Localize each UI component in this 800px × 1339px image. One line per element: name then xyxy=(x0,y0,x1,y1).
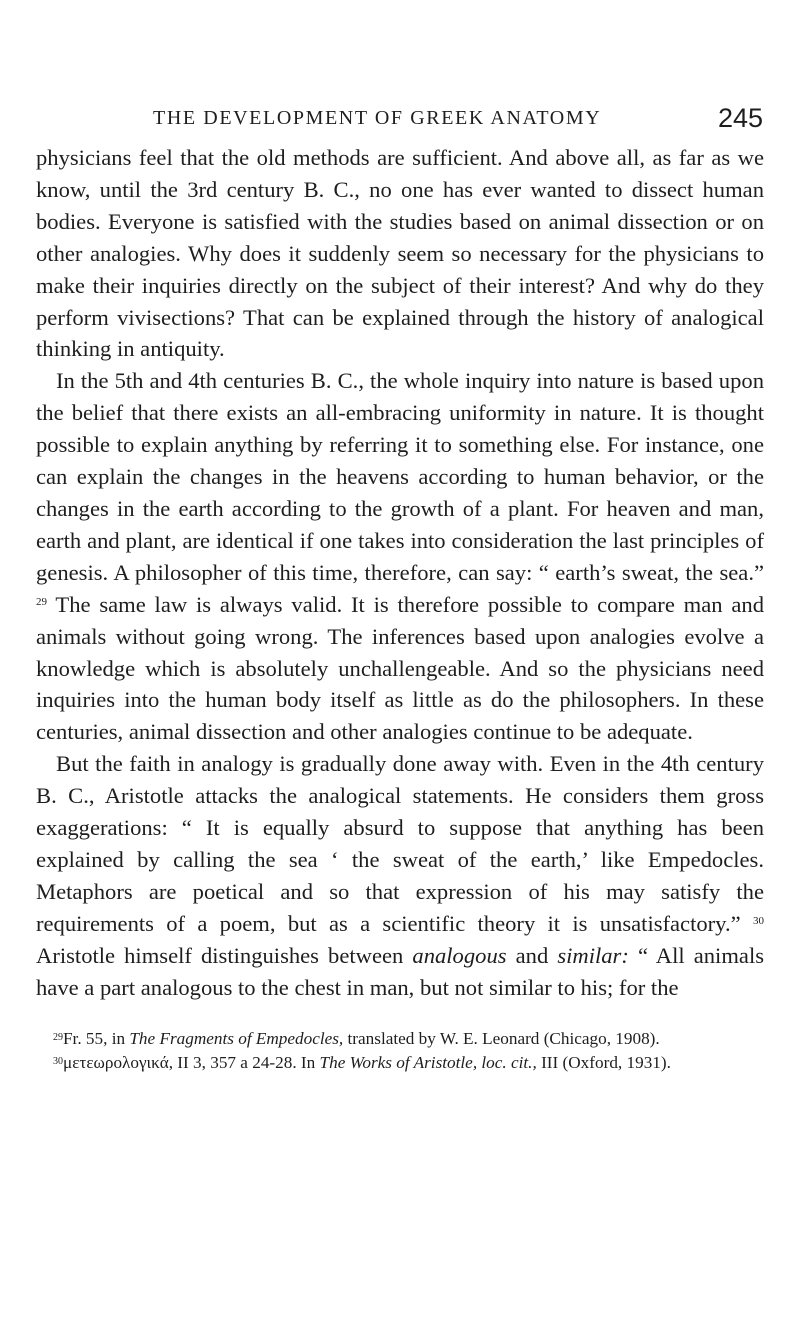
running-header xyxy=(0,103,800,139)
footnote-title: The Works of Aristotle, loc. cit., xyxy=(319,1052,537,1072)
footnote-greek: μετεωρολογικά, xyxy=(63,1052,173,1072)
footnote-text: Fr. 55, in xyxy=(63,1029,130,1048)
paragraph-text: The same law is always valid. It is therefore possible to compare man and animals without going wrong. The inferences based upon analogies evolve a knowledge which is absolutely unchallengeable. And so the physicians need inquiries into the human body itself as little as do the philosophers. In these centuries, animal dissection and other analogies continue to be adequate. xyxy=(36,591,764,745)
paragraph-text: In the 5th and 4th centuries B. C., the whole inquiry into nature is based upon the belief that there exists an all-embracing uniformity in nature. It is thought possible to explain anything by referring it to something else. For instance, one can explain the changes in the heavens according to human behavior, or the changes in the earth according to the growth of a plant. For heaven and man, earth and plant, are identical if one takes into consideration the last principles of genesis. A philosopher of this time, therefore, can say: “ earth’s sweat, the sea.” xyxy=(36,368,764,585)
footnote-number: 29 xyxy=(53,1032,63,1043)
page-number: 245 xyxy=(718,103,764,133)
paragraph-text: But the faith in analogy is gradually done away with. Even in the 4th century B. C., Aristotle attacks the analogical statements. He considers them gross exaggerations: “ It is equally absurd to suppose that anything has been explained by calling the sea ‘ the sweat of the earth,’ like Empedocles. Metaphors are poetical and so that expression of his may satisfy the requirements of a poem, but as a scientific theory it is unsatisfactory.” xyxy=(36,751,764,936)
body-text xyxy=(36,142,764,1003)
footnote-number: 30 xyxy=(53,1055,63,1067)
footnote xyxy=(36,1051,764,1075)
footnote-text: translated by W. E. Leonard (Chicago, 1908). xyxy=(343,1029,660,1048)
paragraph-text: Aristotle himself distinguishes between xyxy=(36,942,413,968)
paragraph-text: and xyxy=(506,942,558,968)
footnote-ref: 30 xyxy=(753,914,764,927)
footnote-text: II 3, 357 a 24-28. In xyxy=(173,1052,320,1072)
emphasis: similar: xyxy=(557,942,629,968)
running-title: THE DEVELOPMENT OF GREEK ANATOMY xyxy=(153,107,602,129)
paragraph-text: physicians feel that the old methods are sufficient. And above all, as far as we know, until the 3rd century B. C., no one has ever wanted to dissect human bodies. Everyone is satisfied with the studies based on animal dissection or on other analogies. Why does it suddenly seem so necessary for the physicians to make their inquiries directly on the subject of their interest? And why do they perform vivisections? That can be explained through the history of analogical thinking in antiquity. xyxy=(36,145,764,362)
paragraph-text: “ All animals have a part analogous to the chest in man, but not similar to his; for the xyxy=(36,942,765,1000)
footnote-text: III (Oxford, 1931). xyxy=(536,1052,671,1072)
footnote-ref: 29 xyxy=(36,595,47,608)
emphasis: analogous xyxy=(412,942,507,968)
paragraph xyxy=(36,142,764,365)
footnotes xyxy=(36,1027,764,1075)
paragraph xyxy=(36,365,764,748)
paragraph xyxy=(36,748,764,1003)
footnote-title: The Fragments of Empedocles, xyxy=(129,1029,344,1048)
footnote xyxy=(36,1027,764,1051)
